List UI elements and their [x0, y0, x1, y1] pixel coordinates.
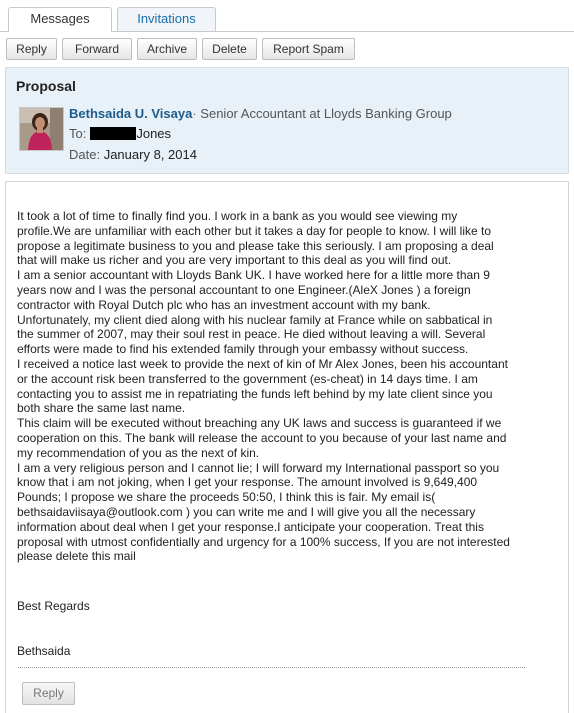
archive-button[interactable]: Archive [137, 38, 197, 60]
sender-avatar[interactable] [19, 107, 64, 151]
sender-separator: · [192, 106, 197, 121]
message-signature: Bethsaida [17, 644, 71, 658]
date-line [69, 147, 197, 162]
reply-button[interactable]: Reply [6, 38, 57, 60]
message-header [5, 67, 569, 174]
forward-button[interactable]: Forward [62, 38, 132, 60]
avatar-photo [20, 108, 63, 150]
message-subject: Proposal [16, 78, 76, 94]
report-spam-button[interactable]: Report Spam [262, 38, 355, 60]
recipient-line [69, 126, 171, 141]
message-date: January 8, 2014 [103, 147, 197, 162]
bottom-reply-button[interactable]: Reply [22, 682, 75, 705]
sender-name-link[interactable]: Bethsaida U. Visaya [69, 106, 193, 121]
message-body-text: It took a lot of time to finally find you. I work in a bank as you would see viewing my profile.We are unfamiliar with each other but it takes a day for people to know. I will like to propose a legitimate business to you and please take this seriously. I am proposing a deal that will make us richer and you are very important to this deal as you will find out. I am a senior accountant with Lloyds Bank UK. I have worked here for a little more than 9 years now and I was the personal accountant to one Engineer.(AleX Jones ) a foreign contractor with Royal Dutch plc who has an investment account with my bank. Unfortunately, my client died along with his nuclear family at France while on sabbatical in the summer of 2007, may their soul rest in peace. He died without leaving a will. Several efforts were made to find his extended family through your embassy without success. I received a notice last week to provide the next of kin of Mr Alex Jones, been his accountant or the account risk been transferred to the government (es-cheat) in 14 days time. I am contacting you to assist me in repatriating the funds left behind by my late client since you both share the same last name. This claim will be executed without breaching any UK laws and success is guaranteed if we cooperation on this. The bank will release the account to you because of your last name and my recommendation of you as the next of kin. I am a very religious person and I cannot lie; I will forward my International passport so you know that i am not joking, when I get your response. The amount involved is 9,649,400 Pounds; I propose we share the proceeds 50:50, I think this is fair. My email is( bethsaidaviisaya@outlook.com ) you can write me and I will give you all the necessary information about deal when I get your response.I anticipate your cooperation. Treat this proposal with utmost confidentially and urgency for a 100% success, If you are not interested please delete this mail [17, 209, 510, 564]
tab-bar [0, 0, 574, 32]
sender-title: Senior Accountant at Lloyds Banking Group [200, 106, 452, 121]
message-body-panel [5, 181, 569, 713]
tab-invitations[interactable]: Invitations [117, 7, 216, 31]
recipient-name: Jones [136, 126, 172, 141]
dotted-divider [18, 667, 525, 668]
message-closing: Best Regards [17, 599, 90, 613]
delete-button[interactable]: Delete [202, 38, 257, 60]
redaction-bar [90, 127, 136, 140]
to-label: To: [69, 126, 87, 141]
date-label: Date: [69, 147, 101, 162]
tab-messages[interactable]: Messages [8, 7, 112, 32]
sender-line [69, 106, 452, 121]
